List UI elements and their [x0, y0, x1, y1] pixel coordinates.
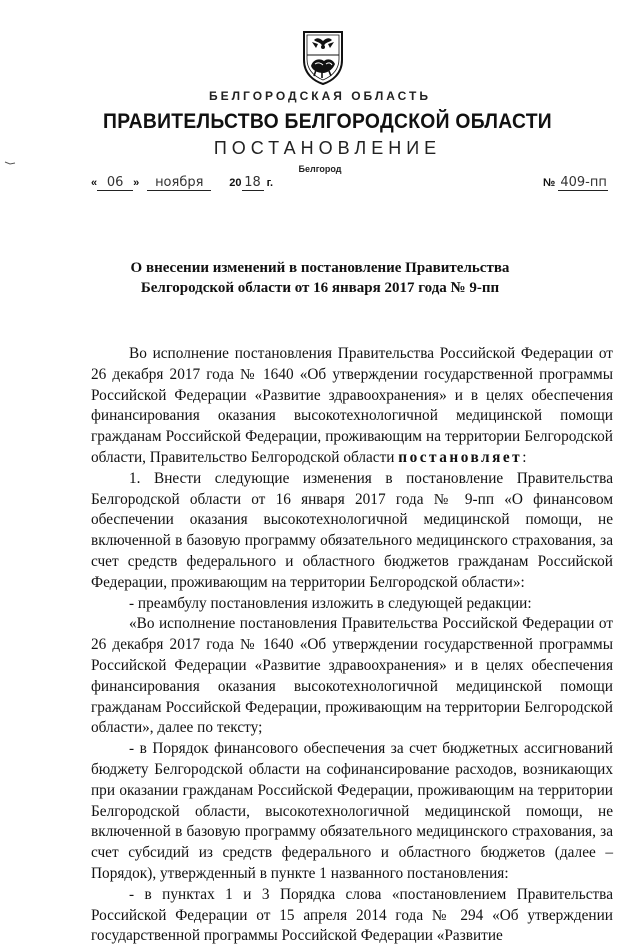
body-paragraph: - в Порядок финансового обеспечения за счет бюджетных ассигнований бюджету Белгородской области на софинансирование расходов, возникающих при оказании гражданам Российской Федерации, проживающим на территории Белгородской области, высокотехнологичной медицинской помощи, не включенной в базовую программу обязательного медицинского страхования, за счет субсидий из средств федерального и областного бюджетов (далее – Порядок), утвержденный в пункте 1 названного постановления:	[91, 740, 613, 882]
government-title: ПРАВИТЕЛЬСТВО БЕЛГОРОДСКОЙ ОБЛАСТИ	[103, 110, 552, 133]
document-body	[91, 344, 613, 947]
paragraph-colon: :	[522, 448, 527, 466]
date-year-suffix: 18	[242, 176, 264, 191]
coat-of-arms-emblem	[300, 28, 346, 86]
document-date	[91, 176, 273, 191]
paragraph-preamble: Во исполнение постановления Правительства Российской Федерации от 26 декабря 2017 года № 1640 «Об утверждении государственной программы Российской Федерации «Развитие здравоохранения» и в целях обеспечения финансирования оказания высокотехнологичной медицинской помощи гражданам Российской Федерации, проживающим на территории Белгородской области, Правительство Белгородской области	[91, 345, 613, 466]
document-subject	[0, 258, 640, 298]
number-prefix: №	[543, 177, 556, 189]
body-paragraph: 1. Внести следующие изменения в постановление Правительства Белгородской области от 16 января 2017 года № 9-пп «О финансовом обеспечении оказания высокотехнологичной медицинской помощи, не включенной в базовую программу обязательного медицинского страхования, за счет средств федерального и областного бюджетов гражданам Российской Федерации, проживающим на территории Белгородской области»:	[91, 469, 613, 591]
body-paragraph: «Во исполнение постановления Правительства Российской Федерации от 26 декабря 2017 года № 1640 «Об утверждении государственной программы Российской Федерации «Развитие здравоохранения» и в целях обеспечения финансирования оказания высокотехнологичной медицинской помощи гражданам Российской Федерации, проживающим на территории Белгородской области», далее по тексту;	[91, 615, 613, 737]
document-type: ПОСТАНОВЛЕНИЕ	[213, 138, 442, 158]
body-paragraph	[91, 344, 613, 469]
subject-line-2: Белгородской области от 16 января 2017 года № 9-пп	[140, 280, 500, 296]
date-day: 06	[97, 176, 133, 191]
number-value: 409-пп	[560, 175, 607, 190]
document-number	[543, 176, 608, 191]
resolves-word: постановляет	[398, 448, 523, 466]
date-year-prefix: 20	[229, 177, 242, 189]
date-close-quote: »	[133, 177, 140, 189]
region-name: БЕЛГОРОДСКАЯ ОБЛАСТЬ	[209, 89, 431, 103]
date-month: ноября	[147, 176, 211, 191]
body-paragraph: - преамбулу постановления изложить в следующей редакции:	[129, 594, 532, 612]
body-paragraph: - в пунктах 1 и 3 Порядка слова «постановлением Правительства Российской Федерации от 15 апреля 2014 года № 294 «Об утверждении государственной программы Российской Федерации «Развитие	[91, 885, 613, 945]
city-name: Белгород	[298, 164, 342, 174]
date-year-mark: г.	[266, 177, 274, 189]
subject-line-1: О внесении изменений в постановление Правительства	[130, 260, 510, 276]
date-open-quote: «	[91, 177, 98, 189]
